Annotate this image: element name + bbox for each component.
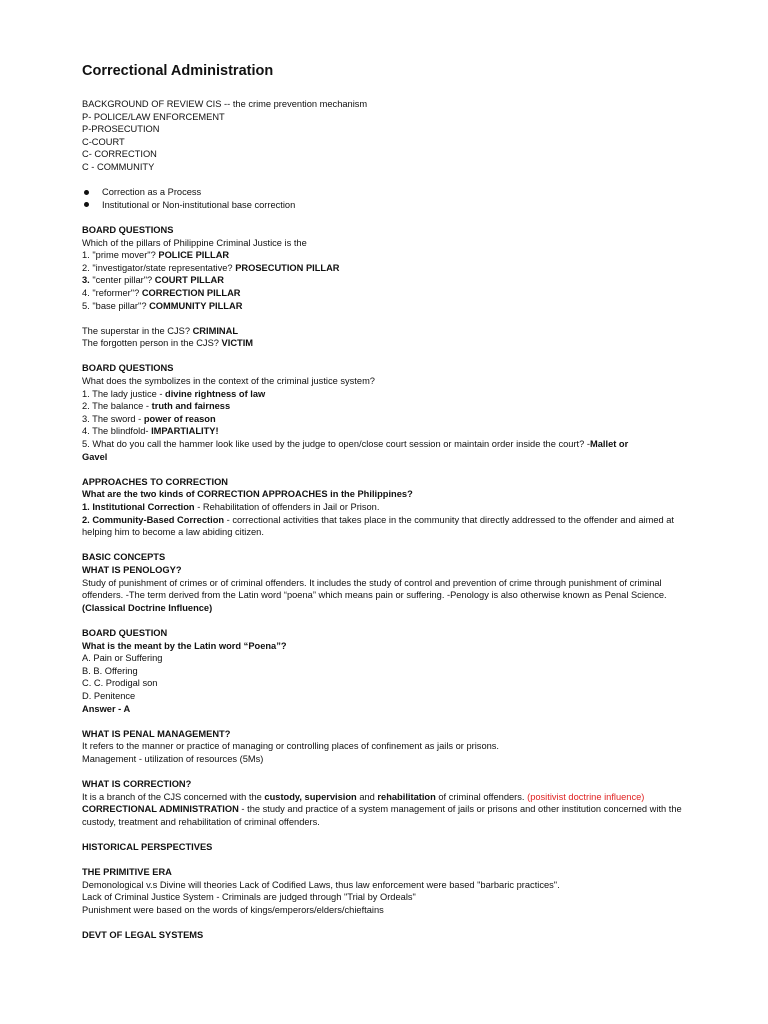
section-heading: WHAT IS CORRECTION?	[82, 779, 192, 790]
body-line: Lack of Criminal Justice System - Criminals are judged through "Trial by Ordeals"	[82, 892, 416, 903]
background-line: C - COMMUNITY	[82, 161, 155, 172]
bullet-item: Correction as a Process	[82, 186, 688, 199]
bullet-item: Institutional or Non-institutional base correction	[82, 199, 688, 212]
era-heading: THE PRIMITIVE ERA	[82, 867, 172, 878]
option-item: B. B. Offering	[82, 665, 138, 676]
section-heading: BOARD QUESTION	[82, 627, 168, 638]
body-line: Management - utilization of resources (5Ms)	[82, 753, 264, 764]
basic-concepts-section	[82, 551, 688, 614]
background-line: C-COURT	[82, 136, 125, 147]
pillar-item: 4. "reformer"? CORRECTION PILLAR	[82, 287, 241, 298]
doctrine-note: (Classical Doctrine Influence)	[82, 602, 213, 613]
background-section	[82, 98, 688, 211]
background-line: C- CORRECTION	[82, 149, 157, 160]
symbol-item: 5. What do you call the hammer look like used by the judge to open/close court session or maintain order inside the court? -Mallet or	[82, 439, 629, 450]
body-line: It refers to the manner or practice of managing or controlling places of confinement as jails or prisons.	[82, 741, 500, 752]
background-line: P- POLICE/LAW ENFORCEMENT	[82, 111, 225, 122]
page-title: Correctional Administration	[82, 63, 274, 79]
correction-definition: It is a branch of the CJS concerned with the custody, supervision and rehabilitation of criminal offenders. (positivist doctrine influence)	[82, 791, 645, 802]
pillar-item: 2. "investigator/state representative? PROSECUTION PILLAR	[82, 262, 340, 273]
pillar-item: 5. "base pillar"? COMMUNITY PILLAR	[82, 300, 243, 311]
background-line: P-PROSECUTION	[82, 124, 160, 135]
board-questions-pillars	[82, 224, 688, 350]
symbol-item: 4. The blindfold- IMPARTIALITY!	[82, 426, 219, 437]
section-heading: BOARD QUESTIONS	[82, 224, 174, 235]
question-text: WHAT IS PENOLOGY?	[82, 564, 182, 575]
penal-management-section	[82, 728, 688, 766]
symbol-item: 2. The balance - truth and fairness	[82, 401, 231, 412]
pillar-item: 3. "center pillar"? COURT PILLAR	[82, 275, 224, 286]
historical-section	[82, 841, 688, 917]
board-question-poena	[82, 627, 688, 715]
option-item: D. Penitence	[82, 690, 136, 701]
option-item: A. Pain or Suffering	[82, 653, 163, 664]
pillar-item: 1. "prime mover"? POLICE PILLAR	[82, 250, 230, 261]
section-heading: DEVT OF LEGAL SYSTEMS	[82, 930, 204, 941]
question-text: What does the symbolizes in the context of the criminal justice system?	[82, 376, 375, 387]
correctional-admin-definition: CORRECTIONAL ADMINISTRATION - the study and practice of a system management of jails or prisons and other institution concerned with the custody, treatment and rehabilitation of criminal offenders.	[82, 804, 682, 827]
section-heading: HISTORICAL PERSPECTIVES	[82, 842, 213, 853]
doctrine-influence-note: (positivist doctrine influence)	[527, 791, 645, 802]
correction-section	[82, 778, 688, 828]
forgotten-line: The forgotten person in the CJS? VICTIM	[82, 338, 254, 349]
question-text: What is the meant by the Latin word “Poena”?	[82, 640, 287, 651]
background-line: BACKGROUND OF REVIEW CIS -- the crime prevention mechanism	[82, 99, 368, 109]
body-line: Punishment were based on the words of kings/emperors/elders/chieftains	[82, 905, 384, 915]
superstar-line: The superstar in the CJS? CRIMINAL	[82, 325, 239, 336]
symbol-item: 1. The lady justice - divine rightness of law	[82, 388, 266, 399]
section-heading: BOARD QUESTIONS	[82, 363, 174, 374]
body-line: Demonological v.s Divine will theories Lack of Codified Laws, thus law enforcement were based "barbaric practices".	[82, 879, 560, 890]
approaches-section	[82, 476, 688, 539]
approach-item: 1. Institutional Correction - Rehabilitation of offenders in Jail or Prison.	[82, 502, 380, 512]
answer-line: Answer - A	[82, 703, 131, 714]
penology-definition: Study of punishment of crimes or of criminal offenders. It includes the study of control and prevention of crime through punishment of criminal offenders. -The term derived from the Latin word “poena” which means pain or suffering. -Penology is also otherwise known as Penal Science.	[82, 577, 667, 601]
board-questions-symbols	[82, 362, 688, 463]
section-heading: APPROACHES TO CORRECTION	[82, 476, 229, 487]
question-text: Which of the pillars of Philippine Criminal Justice is the	[82, 237, 307, 248]
section-heading: WHAT IS PENAL MANAGEMENT?	[82, 728, 231, 739]
question-text: What are the two kinds of CORRECTION APPROACHES in the Philippines?	[82, 489, 413, 500]
approach-item: 2. Community-Based Correction - correctional activities that takes place in the community that directly addressed to the offender and aimed at helping him to become a law abiding citizen.	[82, 514, 674, 538]
section-heading: BASIC CONCEPTS	[82, 552, 166, 563]
symbol-item: 3. The sword - power of reason	[82, 413, 216, 424]
option-item: C. C. Prodigal son	[82, 678, 158, 689]
symbol-answer: Gavel	[82, 451, 108, 462]
